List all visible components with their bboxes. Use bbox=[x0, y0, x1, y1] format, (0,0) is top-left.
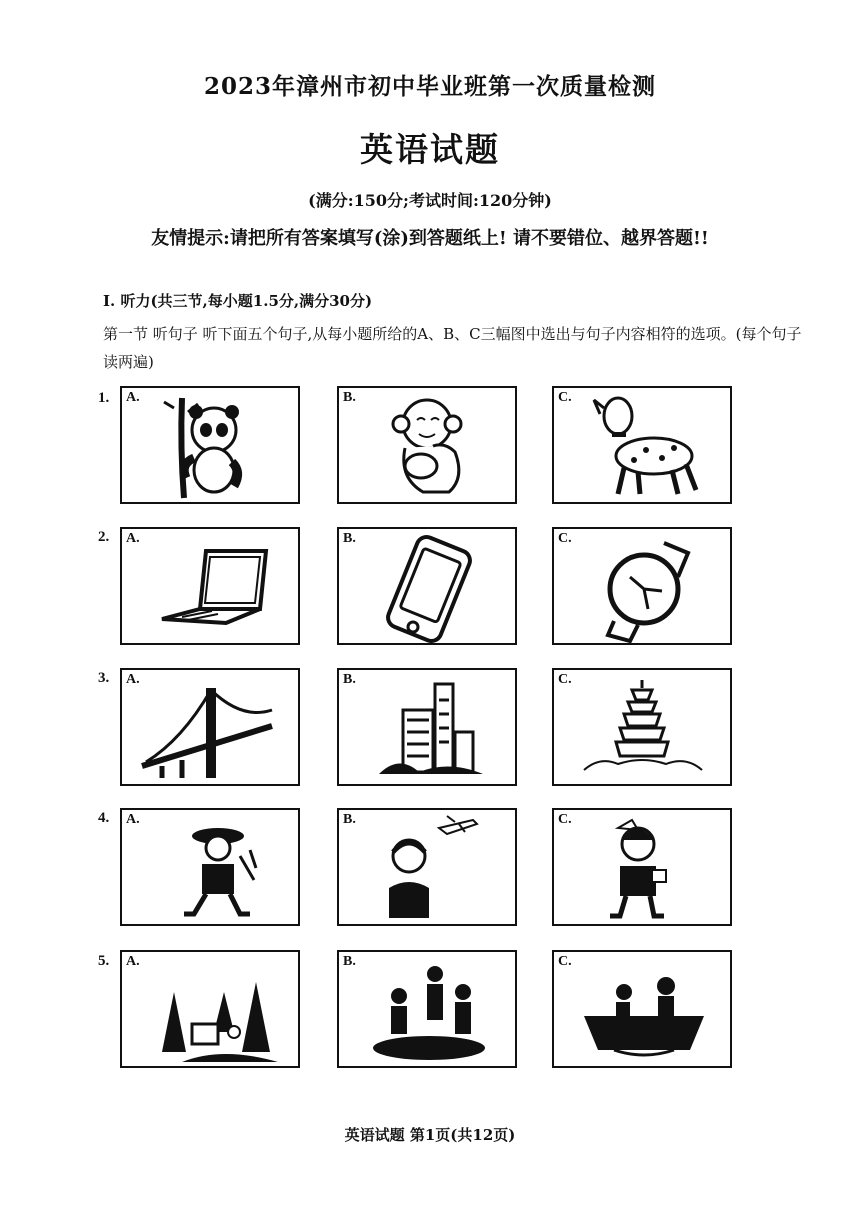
section-instructions: 第一节 听句子 听下面五个句子,从每小题所给的A、B、C三幅图中选出与句子内容相符的选项。(每个句子读两遍) bbox=[103, 325, 802, 371]
option-label: B. bbox=[343, 531, 356, 546]
option-label: B. bbox=[343, 390, 356, 405]
forest-camping-icon bbox=[122, 952, 298, 1066]
panda-icon bbox=[122, 388, 298, 502]
option-label: C. bbox=[558, 531, 572, 546]
option-box[interactable] bbox=[120, 950, 300, 1068]
question-number: 3. bbox=[98, 670, 110, 686]
option-label: A. bbox=[126, 390, 140, 405]
people-walking-icon bbox=[339, 952, 515, 1066]
exam-title: 2023年漳州市初中毕业班第一次质量检测 bbox=[203, 73, 656, 100]
bridge-icon bbox=[122, 670, 298, 784]
option-label: C. bbox=[558, 672, 572, 687]
pilot-icon bbox=[339, 810, 515, 924]
dog-icon bbox=[554, 388, 730, 502]
postman-icon bbox=[554, 810, 730, 924]
boating-icon bbox=[554, 952, 730, 1066]
page-footer: 英语试题 第1页(共12页) bbox=[344, 1126, 516, 1144]
option-box[interactable] bbox=[552, 808, 732, 926]
option-box[interactable] bbox=[120, 808, 300, 926]
exam-meta: (满分:150分;考试时间:120分钟) bbox=[308, 191, 552, 210]
option-label: A. bbox=[126, 672, 140, 687]
city-buildings-icon bbox=[339, 670, 515, 784]
option-box[interactable] bbox=[337, 527, 517, 645]
option-label: C. bbox=[558, 954, 572, 969]
monkey-icon bbox=[339, 388, 515, 502]
farmer-icon bbox=[122, 810, 298, 924]
option-label: A. bbox=[126, 812, 140, 827]
option-box[interactable] bbox=[337, 386, 517, 504]
option-box[interactable] bbox=[337, 668, 517, 786]
laptop-icon bbox=[122, 529, 298, 643]
option-label: A. bbox=[126, 531, 140, 546]
question-number: 2. bbox=[98, 529, 110, 545]
option-box[interactable] bbox=[552, 668, 732, 786]
question-number: 4. bbox=[98, 810, 110, 826]
option-box[interactable] bbox=[120, 386, 300, 504]
question-number: 5. bbox=[98, 953, 110, 969]
option-box[interactable] bbox=[552, 950, 732, 1068]
option-box[interactable] bbox=[552, 527, 732, 645]
option-label: B. bbox=[343, 954, 356, 969]
watch-icon bbox=[554, 529, 730, 643]
option-label: C. bbox=[558, 812, 572, 827]
option-box[interactable] bbox=[552, 386, 732, 504]
question-number: 1. bbox=[98, 390, 110, 406]
option-box[interactable] bbox=[337, 808, 517, 926]
option-box[interactable] bbox=[120, 527, 300, 645]
pagoda-icon bbox=[554, 670, 730, 784]
option-label: B. bbox=[343, 812, 356, 827]
option-label: C. bbox=[558, 390, 572, 405]
option-box[interactable] bbox=[120, 668, 300, 786]
option-label: B. bbox=[343, 672, 356, 687]
subject-title: 英语试题 bbox=[360, 130, 500, 169]
option-label: A. bbox=[126, 954, 140, 969]
friendly-tip: 友情提示:请把所有答案填写(涂)到答题纸上! 请不要错位、越界答题!! bbox=[151, 228, 709, 249]
section-heading: Ⅰ. 听力(共三节,每小题1.5分,满分30分) bbox=[103, 292, 373, 310]
option-box[interactable] bbox=[337, 950, 517, 1068]
phone-icon bbox=[339, 529, 515, 643]
